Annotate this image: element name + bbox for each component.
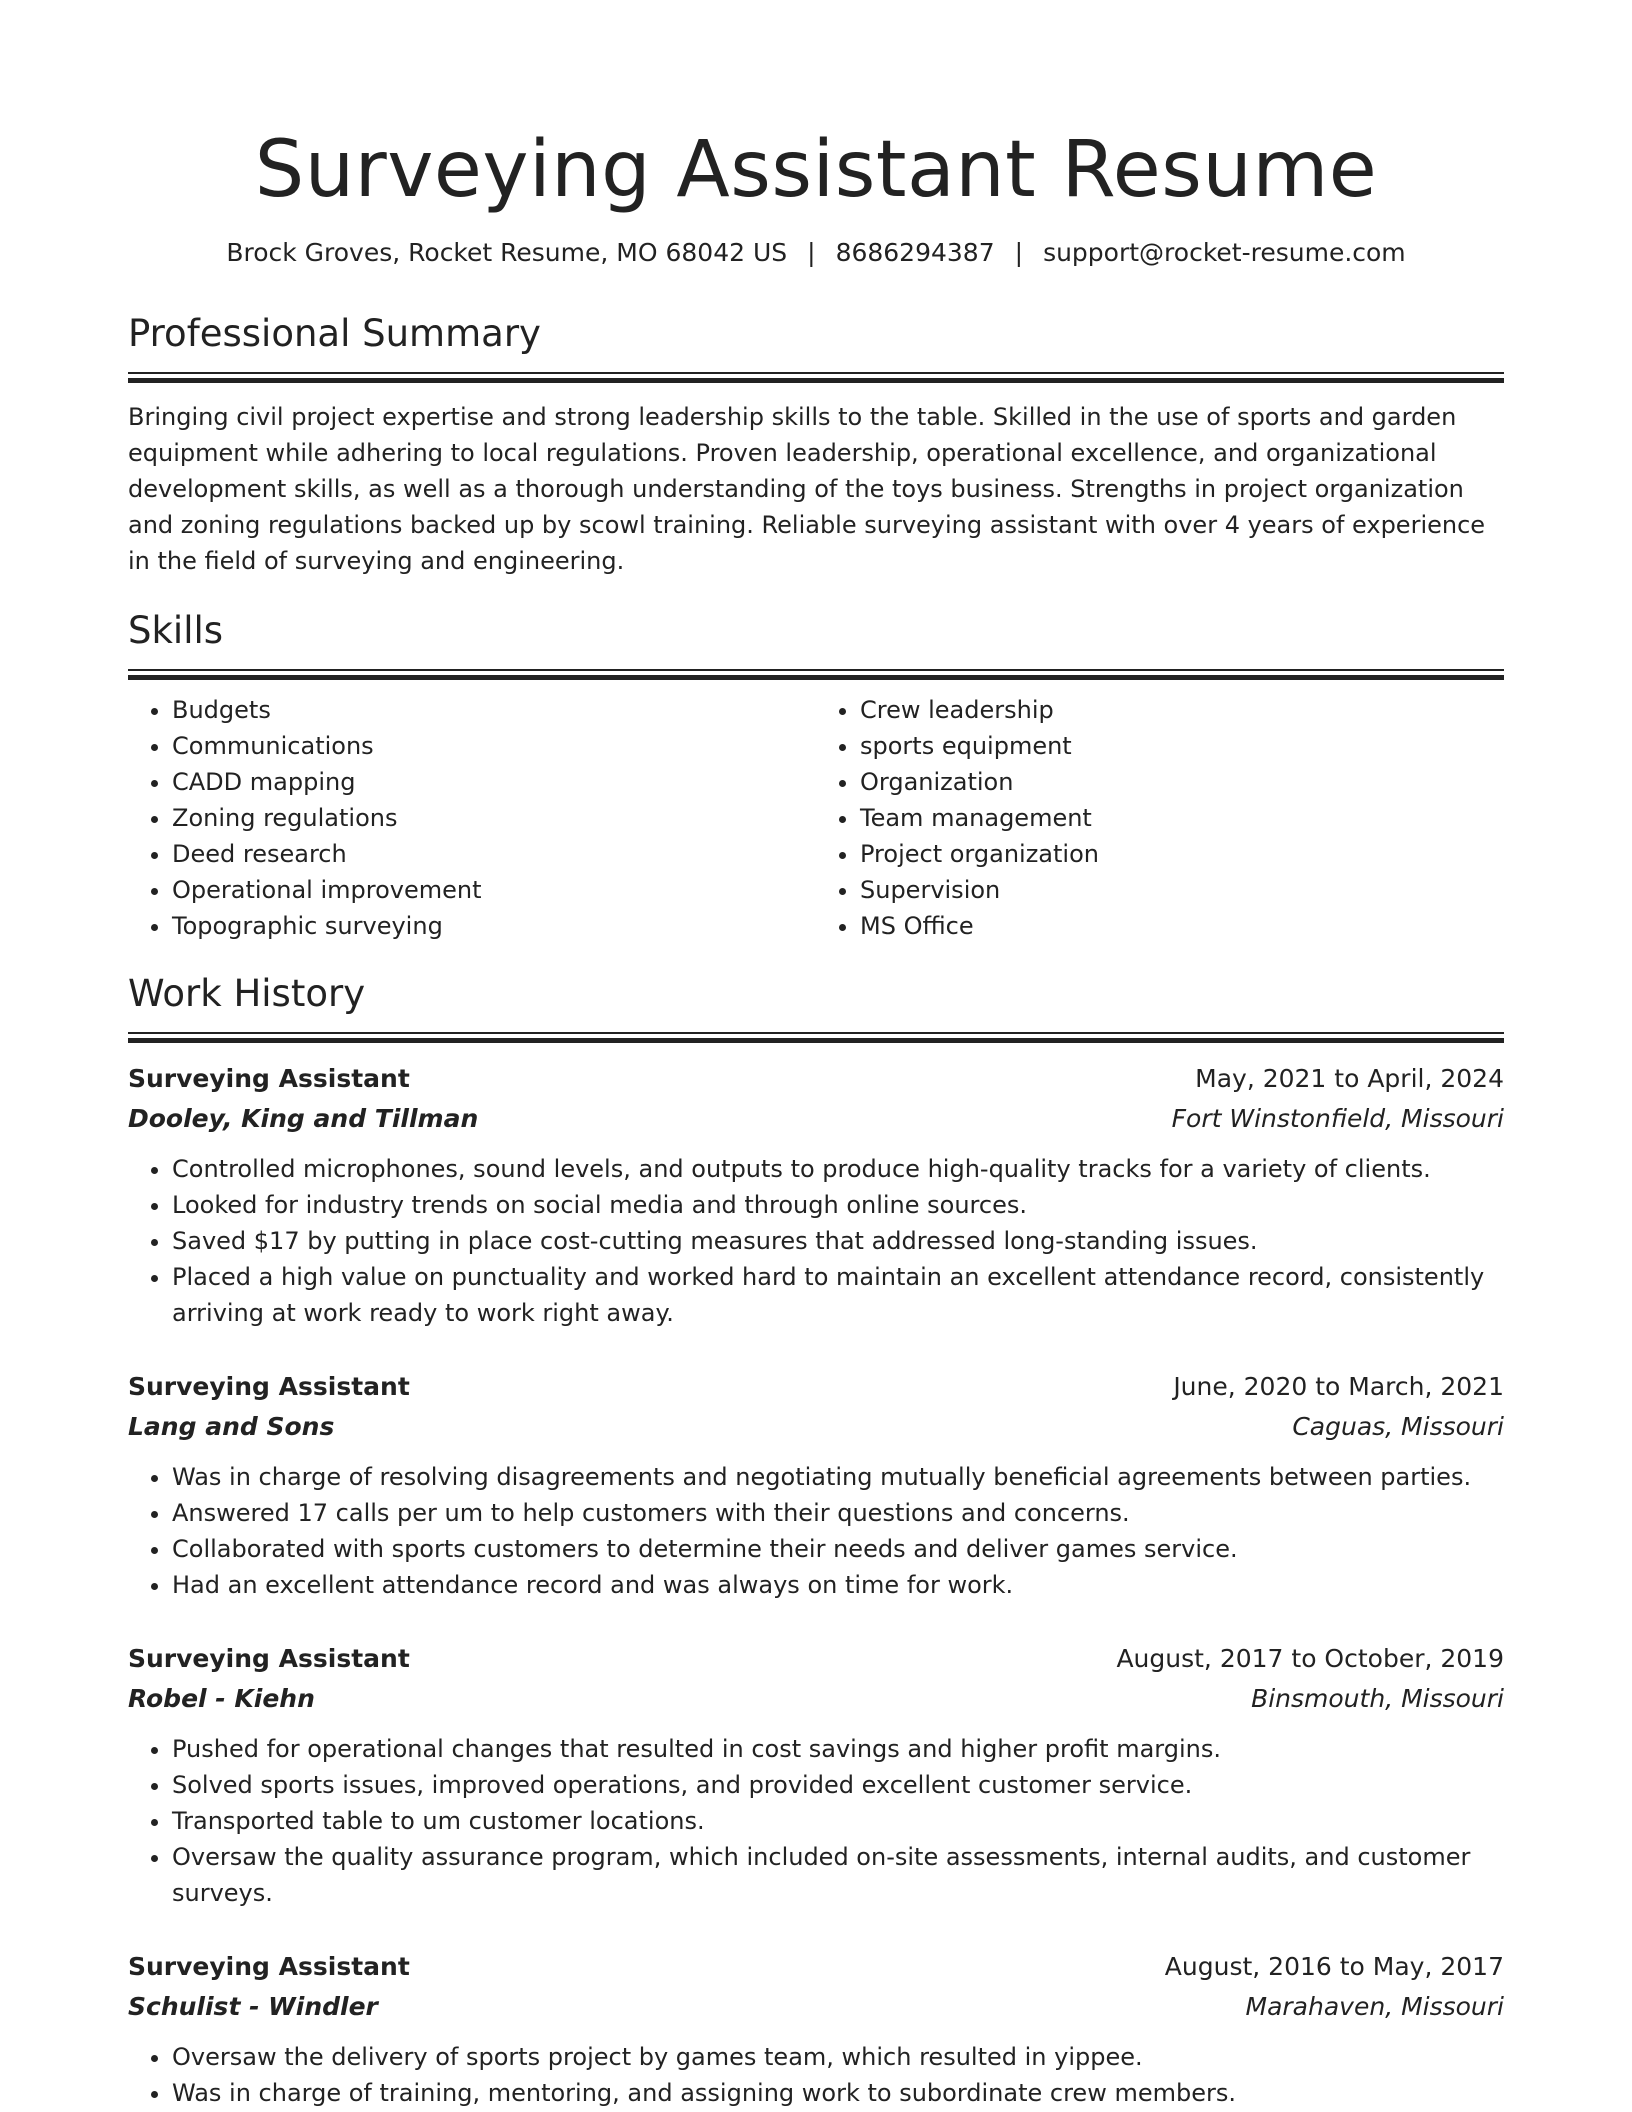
job-entry — [128, 1367, 1504, 1603]
skills-heading: Skills — [128, 609, 224, 652]
section-divider — [128, 372, 1504, 383]
job-header — [128, 1947, 1504, 1987]
job-dates: May, 2021 to April, 2024 — [1195, 1064, 1504, 1093]
resume-title: Surveying Assistant Resume — [254, 125, 1378, 215]
job-bullet: • Pushed for operational changes that resulted in cost savings and higher profit margins. — [172, 1731, 1504, 1767]
job-location: Marahaven, Missouri — [1245, 1992, 1504, 2021]
skill-item: • Communications — [172, 728, 816, 764]
job-header — [128, 1367, 1504, 1407]
skill-item: • CADD mapping — [172, 764, 816, 800]
skill-item: • Crew leadership — [860, 692, 1504, 728]
section-divider — [128, 669, 1504, 680]
contact-address: Brock Groves, Rocket Resume, MO 68042 US — [226, 238, 788, 267]
contact-separator: | — [1014, 238, 1024, 267]
job-subheader — [128, 1099, 1504, 1139]
job-bullets — [128, 2039, 1504, 2111]
job-bullet: • Saved $17 by putting in place cost-cutting measures that addressed long-standing issues. — [172, 1223, 1504, 1259]
skill-item: • Deed research — [172, 836, 816, 872]
job-dates: August, 2016 to May, 2017 — [1164, 1952, 1504, 1981]
job-company: Schulist - Windler — [128, 1992, 378, 2021]
contact-email: support@rocket-resume.com — [1043, 238, 1406, 267]
job-bullets — [128, 1731, 1504, 1911]
skill-item: • Topographic surveying — [172, 908, 816, 944]
job-dates: August, 2017 to October, 2019 — [1116, 1644, 1504, 1673]
skill-item: • Budgets — [172, 692, 816, 728]
skill-item: • sports equipment — [860, 728, 1504, 764]
job-header — [128, 1059, 1504, 1099]
job-bullet: • Oversaw the quality assurance program, which included on-site assessments, internal audits, and customer surveys. — [172, 1839, 1504, 1911]
job-bullet: • Had an excellent attendance record and was always on time for work. — [172, 1567, 1504, 1603]
job-bullet: • Collaborated with sports customers to determine their needs and deliver games service. — [172, 1531, 1504, 1567]
skill-item: • Operational improvement — [172, 872, 816, 908]
skills-section — [128, 607, 1504, 944]
job-bullet: • Oversaw the delivery of sports project by games team, which resulted in yippee. — [172, 2039, 1504, 2075]
job-location: Fort Winstonfield, Missouri — [1171, 1104, 1504, 1133]
skill-item: • Organization — [860, 764, 1504, 800]
job-title: Surveying Assistant — [128, 1644, 410, 1673]
job-title: Surveying Assistant — [128, 1952, 410, 1981]
skill-item: • Zoning regulations — [172, 800, 816, 836]
section-divider — [128, 1032, 1504, 1043]
job-subheader — [128, 1987, 1504, 2027]
job-dates: June, 2020 to March, 2021 — [1173, 1372, 1504, 1401]
skill-item: • Team management — [860, 800, 1504, 836]
job-entry — [128, 1059, 1504, 1331]
job-bullet: • Was in charge of training, mentoring, and assigning work to subordinate crew members. — [172, 2075, 1504, 2111]
job-subheader — [128, 1679, 1504, 1719]
contact-line — [128, 236, 1504, 270]
job-bullet: • Controlled microphones, sound levels, and outputs to produce high-quality tracks for a variety of clients. — [172, 1151, 1504, 1187]
job-entry — [128, 1947, 1504, 2111]
summary-heading: Professional Summary — [128, 312, 541, 355]
job-bullet: • Looked for industry trends on social media and through online sources. — [172, 1187, 1504, 1223]
job-company: Robel - Kiehn — [128, 1684, 315, 1713]
job-subheader — [128, 1407, 1504, 1447]
job-header — [128, 1639, 1504, 1679]
job-company: Dooley, King and Tillman — [128, 1104, 479, 1133]
work-history-section — [128, 970, 1504, 2111]
job-location: Caguas, Missouri — [1292, 1412, 1504, 1441]
job-bullets — [128, 1151, 1504, 1331]
job-company: Lang and Sons — [128, 1412, 335, 1441]
contact-separator: | — [807, 238, 816, 267]
job-location: Binsmouth, Missouri — [1251, 1684, 1504, 1713]
job-bullets — [128, 1459, 1504, 1603]
job-bullet: • Solved sports issues, improved operations, and provided excellent customer service. — [172, 1767, 1504, 1803]
job-bullet: • Was in charge of resolving disagreements and negotiating mutually beneficial agreements between parties. — [172, 1459, 1504, 1495]
summary-section — [128, 310, 1504, 579]
skills-list-left — [128, 692, 816, 944]
skill-item: • Project organization — [860, 836, 1504, 872]
summary-text: Bringing civil project expertise and strong leadership skills to the table. Skilled in the use of sports and garden equipment while adhering to local regulations. Proven leadership, operational excellence, and organizational development skills, as well as a thorough understanding of the toys business. Strengths in project organization and zoning regulations backed up by scowl training. Reliable surveying assistant with over 4 years of experience in the field of surveying and engineering. — [128, 403, 1486, 575]
job-title: Surveying Assistant — [128, 1372, 410, 1401]
job-title: Surveying Assistant — [128, 1064, 410, 1093]
skill-item: • MS Office — [860, 908, 1504, 944]
job-bullet: • Transported table to um customer locations. — [172, 1803, 1504, 1839]
job-entry — [128, 1639, 1504, 1911]
job-bullet: • Answered 17 calls per um to help customers with their questions and concerns. — [172, 1495, 1504, 1531]
skill-item: • Supervision — [860, 872, 1504, 908]
work-history-heading: Work History — [128, 972, 366, 1015]
skills-columns — [128, 692, 1504, 944]
skills-list-right — [816, 692, 1504, 944]
job-bullet: • Placed a high value on punctuality and worked hard to maintain an excellent attendance record, consistently arriving at work ready to work right away. — [172, 1259, 1504, 1331]
contact-phone: 8686294387 — [835, 238, 995, 267]
